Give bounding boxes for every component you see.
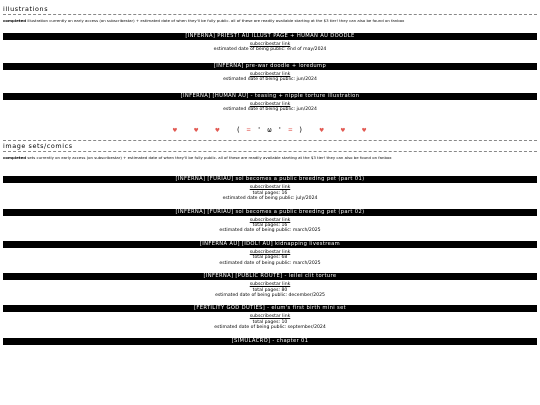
- entry-title-bar: [FERTILITY GOD DUTIES] - elum's first birth mini set: [3, 305, 537, 312]
- illustration-entry: [0, 33, 540, 53]
- heart-icon: ♥: [361, 128, 368, 135]
- subscribestar-link[interactable]: subscribestar link: [249, 42, 291, 47]
- illustration-entry: [0, 63, 540, 83]
- comic-entry: [0, 176, 540, 201]
- entry-title-bar: [INFERNA] [FURIAU] sol becomes a public breeding pet (part 02): [3, 209, 537, 216]
- subscribestar-link[interactable]: subscribestar link: [249, 101, 291, 107]
- comics-heading: image sets/comics: [3, 140, 537, 152]
- total-pages: total pages: 80: [252, 287, 288, 293]
- kaomoji-face: ( = ' ω ' = ): [236, 126, 304, 135]
- public-date: estimated date of being public: end of may/2024: [213, 47, 327, 53]
- subscribestar-link[interactable]: subscribestar link: [249, 185, 291, 191]
- public-date: estimated date of being public: september/2024: [214, 325, 326, 331]
- entry-title-bar: [INFERNA] pre-war doodle + loredump: [3, 63, 537, 70]
- entry-title-bar: [INFERNA] [FURIAU] sol becomes a public breeding pet (part 01): [3, 176, 537, 183]
- subscribestar-link[interactable]: subscribestar link: [249, 71, 291, 77]
- heart-icon: ♥: [214, 128, 221, 135]
- public-date: estimated date of being public: jun/2024: [223, 77, 317, 83]
- total-pages: total pages: 16: [252, 223, 288, 229]
- intro-bold: completed: [3, 18, 27, 23]
- total-pages: total pages: 16: [252, 190, 288, 196]
- heart-icon: ♥: [319, 128, 326, 135]
- illustrations-intro: [3, 18, 537, 24]
- comic-entry: [0, 273, 540, 298]
- heart-icon: ♥: [172, 128, 179, 135]
- intro-text: sets currently on early access (on subscribestar) + estimated date of when they'll be fully public. all of these are readily available starting at the $3 tier! they can also be found on fanbox: [26, 155, 392, 161]
- subscribestar-link[interactable]: subscribestar link: [249, 217, 291, 223]
- public-date: estimated date of being public: march/2025: [219, 260, 321, 266]
- intro-bold: completed: [3, 155, 27, 161]
- comic-entry: [0, 209, 540, 234]
- total-pages: total pages: 68: [252, 255, 288, 261]
- kaomoji-divider: [0, 126, 540, 134]
- subscribestar-link[interactable]: subscribestar link: [249, 249, 291, 255]
- public-date: estimated date of being public: december/2025: [215, 292, 325, 298]
- public-date: estimated date of being public: march/2025: [219, 228, 321, 234]
- comics-intro: [3, 155, 537, 161]
- public-date: estimated date of being public: july/2024: [222, 196, 318, 202]
- comic-entry: [0, 338, 540, 345]
- total-pages: total pages: 10: [252, 319, 288, 325]
- subscribestar-link[interactable]: subscribestar link: [249, 282, 291, 288]
- entry-title-bar: [SIMULACRO] - chapter 01: [3, 338, 537, 345]
- heart-icon: ♥: [340, 128, 347, 135]
- entry-title-bar: [INFERNA] [PUBLIC ROUTE] - leilei clit torture: [3, 273, 537, 280]
- heart-icon: ♥: [193, 128, 200, 135]
- entry-title-bar: [INFERNA AU] [IDOL! AU] kidnapping livestream: [3, 241, 537, 248]
- entry-title-bar: [INFERNA] PRIEST! AU ILLUST PAGE + HUMAN AU DOODLE: [3, 33, 537, 40]
- illustrations-heading: illustrations: [3, 4, 537, 15]
- comic-entry: [0, 241, 540, 266]
- comic-entry: [0, 305, 540, 330]
- intro-text: illustration currently on early access (on subscribestar) + estimated date of when they'll be fully public. all of these are readily available starting at the $3 tier! they can also be found on fanbox: [26, 18, 405, 23]
- illustration-entry: [0, 93, 540, 113]
- entry-title-bar: [INFERNA] [HUMAN AU] - teasing + nipple torture illustration: [3, 93, 537, 100]
- subscribestar-link[interactable]: subscribestar link: [249, 314, 291, 320]
- public-date: estimated date of being public: jun/2024: [223, 107, 317, 113]
